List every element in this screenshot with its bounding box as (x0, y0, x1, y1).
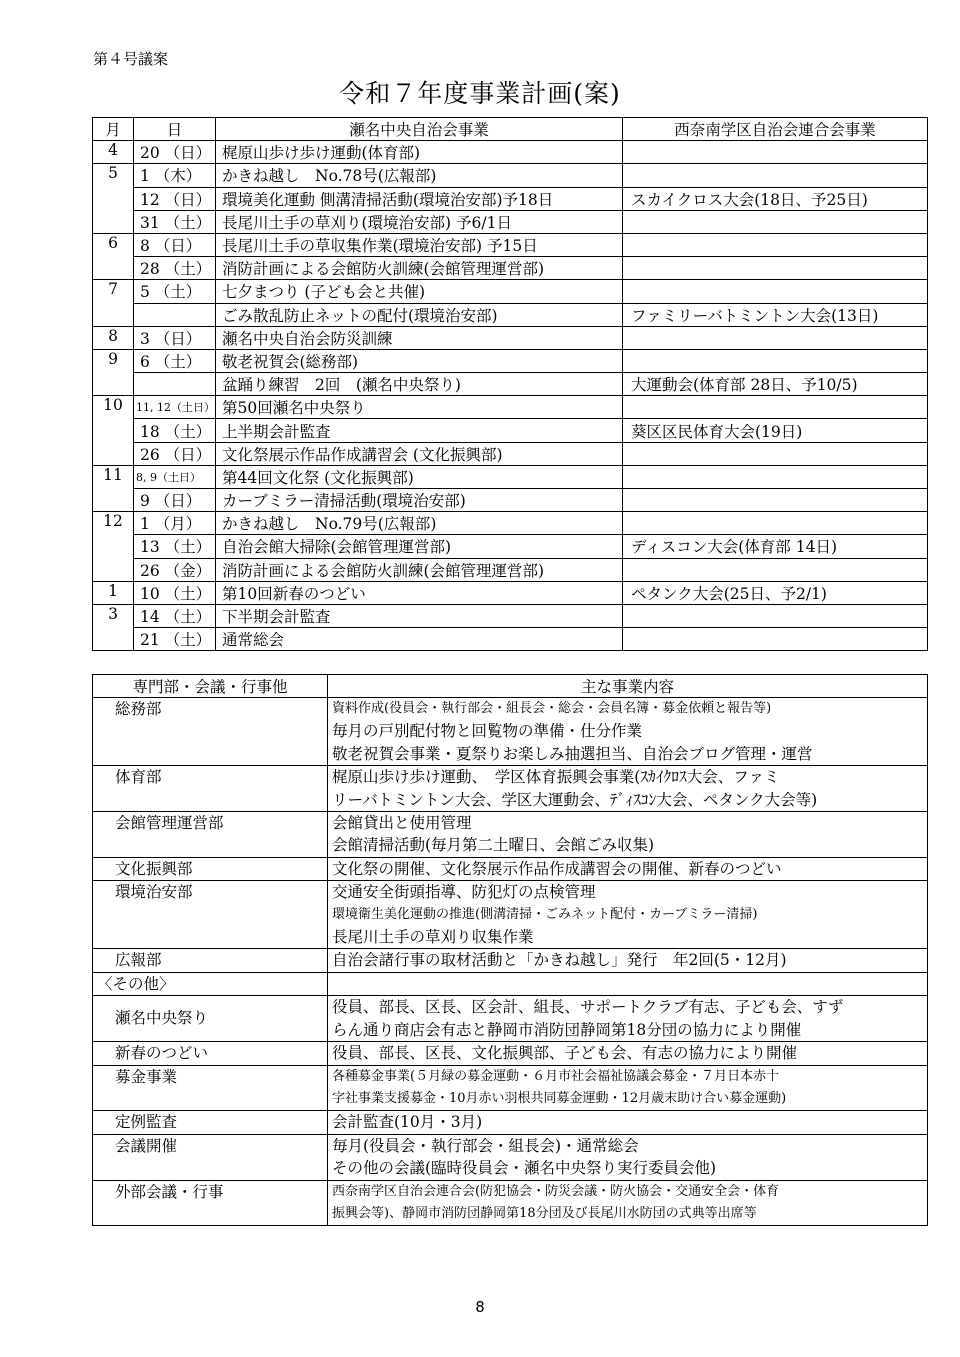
schedule-row (93, 373, 928, 396)
schedule-west-event (623, 326, 928, 349)
schedule-event: 七夕まつり (子ども会と共催) (216, 280, 623, 303)
schedule-row (93, 164, 928, 187)
schedule-row (93, 419, 928, 442)
schedule-month: 10 (93, 396, 134, 466)
schedule-west-event (623, 512, 928, 535)
schedule-day: 18 （土） (134, 419, 216, 442)
schedule-event: かきね越し No.78号(広報部) (216, 164, 623, 187)
schedule-west-event (623, 164, 928, 187)
schedule-event: 第10回新春のつどい (216, 581, 623, 604)
schedule-day (134, 373, 216, 396)
schedule-day: 10 （土） (134, 581, 216, 604)
schedule-west-event: ディスコン大会(体育部 14日) (623, 535, 928, 558)
department-content (328, 949, 928, 972)
schedule-row (93, 535, 928, 558)
department-row (93, 1111, 928, 1134)
schedule-day: 14 （土） (134, 604, 216, 627)
page-number: 8 (475, 1298, 485, 1316)
department-name: 新春のつどい (93, 1042, 328, 1065)
department-name: 環境治安部 (93, 881, 328, 949)
schedule-month: 6 (93, 233, 134, 279)
schedule-event: 梶原山歩け歩け運動(体育部) (216, 141, 623, 164)
department-row (93, 698, 928, 766)
schedule-row (93, 628, 928, 651)
department-row (93, 812, 928, 858)
schedule-month: 9 (93, 349, 134, 395)
department-row (93, 949, 928, 972)
department-content (328, 1065, 928, 1111)
departments-body (93, 698, 928, 1226)
department-row (93, 996, 928, 1042)
schedule-month: 11 (93, 465, 134, 511)
department-row (93, 1134, 928, 1180)
departments-header-row (93, 675, 928, 698)
schedule-event: 自治会館大掃除(会館管理運営部) (216, 535, 623, 558)
content-line: 資料作成(役員会・執行部会・組長会・総会・会員名簿・募金依頼と報告等) (332, 701, 772, 716)
schedule-day: 1 （月） (134, 512, 216, 535)
department-name: 〈その他〉 (93, 972, 328, 995)
department-name: 広報部 (93, 949, 328, 972)
schedule-day: 5 （土） (134, 280, 216, 303)
schedule-west-event (623, 558, 928, 581)
schedule-month: 4 (93, 141, 134, 164)
schedule-day: 21 （土） (134, 628, 216, 651)
schedule-event: 文化祭展示作品作成講習会 (文化振興部) (216, 442, 623, 465)
schedule-west-event (623, 489, 928, 512)
department-content (328, 881, 928, 949)
schedule-event: 通常総会 (216, 628, 623, 651)
schedule-west-event (623, 280, 928, 303)
schedule-row (93, 233, 928, 256)
department-row (93, 857, 928, 880)
schedule-day: 8, 9（土日） (134, 465, 216, 488)
content-line: 西奈南学区自治会連合会(防犯協会・防災会議・防火協会・交通安全会・体育 (332, 1183, 780, 1199)
schedule-row (93, 558, 928, 581)
department-row (93, 766, 928, 812)
schedule-month: 1 (93, 581, 134, 604)
schedule-month: 5 (93, 164, 134, 234)
schedule-event: 敬老祝賀会(総務部) (216, 349, 623, 372)
department-content (328, 1134, 928, 1180)
schedule-day: 20 （日） (134, 141, 216, 164)
department-name: 会館管理運営部 (93, 812, 328, 858)
schedule-day: 13 （土） (134, 535, 216, 558)
schedule-west-event: 大運動会(体育部 28日、予10/5) (623, 373, 928, 396)
schedule-event: 第50回瀬名中央祭り (216, 396, 623, 419)
schedule-month: 8 (93, 326, 134, 349)
schedule-day: 3 （日） (134, 326, 216, 349)
department-name: 体育部 (93, 766, 328, 812)
content-line: 役員、部長、区長、文化振興部、子ども会、有志の協力により開催 (332, 1044, 798, 1063)
department-content (328, 698, 928, 766)
schedule-event: 長尾川土手の草収集作業(環境治安部) 予15日 (216, 233, 623, 256)
schedule-day: 26 （金） (134, 558, 216, 581)
department-content (328, 812, 928, 858)
agenda-number: 第４号議案 (93, 50, 169, 68)
schedule-west-event (623, 604, 928, 627)
schedule-event: 長尾川土手の草刈り(環境治安部) 予6/1日 (216, 210, 623, 233)
schedule-west-event: スカイクロス大会(18日、予25日) (623, 187, 928, 210)
schedule-west-event (623, 442, 928, 465)
schedule-west-event (623, 628, 928, 651)
department-row (93, 881, 928, 949)
schedule-event: 消防計画による会館防火訓練(会館管理運営部) (216, 257, 623, 280)
department-content (328, 1180, 928, 1226)
department-content (328, 996, 928, 1042)
department-name: 外部会議・行事 (93, 1180, 328, 1226)
department-name: 募金事業 (93, 1065, 328, 1111)
schedule-west-event (623, 396, 928, 419)
schedule-row (93, 210, 928, 233)
content-line: 会計監査(10月・3月) (332, 1113, 483, 1132)
schedule-row (93, 604, 928, 627)
content-line: 役員、部長、区長、区会計、組長、サポートクラブ有志、子ども会、すず (332, 998, 844, 1017)
schedule-row (93, 581, 928, 604)
header-sena-events: 瀬名中央自治会事業 (216, 118, 623, 141)
schedule-event: かきね越し No.79号(広報部) (216, 512, 623, 535)
schedule-body (93, 141, 928, 651)
content-line: 敬老祝賀会事業・夏祭りお楽しみ抽選担当、自治会ブログ管理・運営 (332, 744, 813, 763)
department-row (93, 1042, 928, 1065)
schedule-row (93, 442, 928, 465)
schedule-row (93, 257, 928, 280)
content-line: 毎月の戸別配付物と回覧物の準備・仕分作業 (332, 722, 643, 741)
header-department: 専門部・会議・行事他 (93, 675, 328, 698)
schedule-event: ごみ散乱防止ネットの配付(環境治安部) (216, 303, 623, 326)
schedule-day: 28 （土） (134, 257, 216, 280)
department-name: 文化振興部 (93, 857, 328, 880)
schedule-day (134, 303, 216, 326)
schedule-row (93, 465, 928, 488)
header-day: 日 (134, 118, 216, 141)
content-line: 長尾川土手の草刈り収集作業 (332, 928, 534, 947)
schedule-event: 瀬名中央自治会防災訓練 (216, 326, 623, 349)
content-line: 会館貸出と使用管理 (332, 814, 472, 833)
schedule-row (93, 512, 928, 535)
departments-table (92, 674, 928, 1226)
schedule-row (93, 396, 928, 419)
schedule-row (93, 141, 928, 164)
department-content (328, 857, 928, 880)
content-line: 会館清掃活動(毎月第二土曜日、会館ごみ収集) (332, 836, 655, 855)
header-west-events: 西奈南学区自治会連合会事業 (623, 118, 928, 141)
schedule-west-event (623, 465, 928, 488)
schedule-table (92, 117, 928, 651)
schedule-day: 8 （日） (134, 233, 216, 256)
schedule-event: 上半期会計監査 (216, 419, 623, 442)
schedule-row (93, 187, 928, 210)
department-row (93, 1180, 928, 1226)
schedule-row (93, 280, 928, 303)
schedule-west-event (623, 210, 928, 233)
department-content (328, 1111, 928, 1134)
page-title: 令和７年度事業計画(案) (339, 79, 621, 108)
schedule-event: 下半期会計監査 (216, 604, 623, 627)
schedule-event: カーブミラー清掃活動(環境治安部) (216, 489, 623, 512)
content-line: 字社事業支援募金・10月赤い羽根共同募金運動・12月歳末助け合い募金運動) (332, 1090, 787, 1106)
content-line: 毎月(役員会・執行部会・組長会)・通常総会 (332, 1136, 639, 1155)
schedule-row (93, 489, 928, 512)
department-content (328, 972, 928, 995)
schedule-day: 9 （日） (134, 489, 216, 512)
schedule-day: 6 （土） (134, 349, 216, 372)
content-line: 文化祭の開催、文化祭展示作品作成講習会の開催、新春のつどい (332, 859, 782, 878)
schedule-west-event (623, 257, 928, 280)
content-line: 環境衛生美化運動の推進(側溝清掃・ごみネット配付・カーブミラー清掃) (332, 906, 758, 922)
content-line: 振興会等)、静岡市消防団静岡第18分団及び長尾川水防団の式典等出席等 (332, 1205, 757, 1221)
header-month: 月 (93, 118, 134, 141)
department-content (328, 1042, 928, 1065)
schedule-month: 3 (93, 604, 134, 650)
department-row (93, 1065, 928, 1111)
schedule-event: 第44回文化祭 (文化振興部) (216, 465, 623, 488)
header-main-content: 主な事業内容 (328, 675, 928, 698)
schedule-month: 7 (93, 280, 134, 326)
department-content (328, 766, 928, 812)
content-line: 自治会諸行事の取材活動と「かきね越し」発行 年2回(5・12月) (332, 951, 787, 970)
schedule-row (93, 303, 928, 326)
schedule-header-row (93, 118, 928, 141)
schedule-west-event: ファミリーバトミントン大会(13日) (623, 303, 928, 326)
schedule-west-event: 葵区区民体育大会(19日) (623, 419, 928, 442)
department-name: 瀬名中央祭り (93, 996, 328, 1042)
schedule-west-event (623, 233, 928, 256)
content-line: 各種募金事業(５月緑の募金運動・６月市社会福祉協議会募金・７月日本赤十 (332, 1068, 780, 1084)
department-name: 会議開催 (93, 1134, 328, 1180)
schedule-row (93, 349, 928, 372)
content-line: 交通安全街頭指導、防犯灯の点検管理 (332, 883, 596, 902)
department-row (93, 972, 928, 995)
schedule-west-event (623, 141, 928, 164)
schedule-day: 26 （日） (134, 442, 216, 465)
department-name: 総務部 (93, 698, 328, 766)
schedule-day: 12 （日） (134, 187, 216, 210)
schedule-event: 環境美化運動 側溝清掃活動(環境治安部)予18日 (216, 187, 623, 210)
schedule-day: 31 （土） (134, 210, 216, 233)
content-line: その他の会議(臨時役員会・瀬名中央祭り実行委員会他) (332, 1159, 717, 1178)
schedule-west-event (623, 349, 928, 372)
schedule-day: 11, 12（土日） (134, 396, 216, 419)
content-line: 梶原山歩け歩け運動、 学区体育振興会事業(ｽｶｲｸﾛｽ大会、ファミ (332, 768, 780, 787)
schedule-row (93, 326, 928, 349)
schedule-month: 12 (93, 512, 134, 582)
content-line: リーバトミントン大会、学区大運動会、ﾃﾞｨｽｺﾝ大会、ペタンク大会等) (332, 790, 818, 809)
schedule-event: 盆踊り練習 2回 (瀬名中央祭り) (216, 373, 623, 396)
content-line: らん通り商店会有志と静岡市消防団静岡第18分団の協力により開催 (332, 1020, 802, 1039)
schedule-west-event: ペタンク大会(25日、予2/1) (623, 581, 928, 604)
schedule-day: 1 （木） (134, 164, 216, 187)
department-name: 定例監査 (93, 1111, 328, 1134)
schedule-event: 消防計画による会館防火訓練(会館管理運営部) (216, 558, 623, 581)
